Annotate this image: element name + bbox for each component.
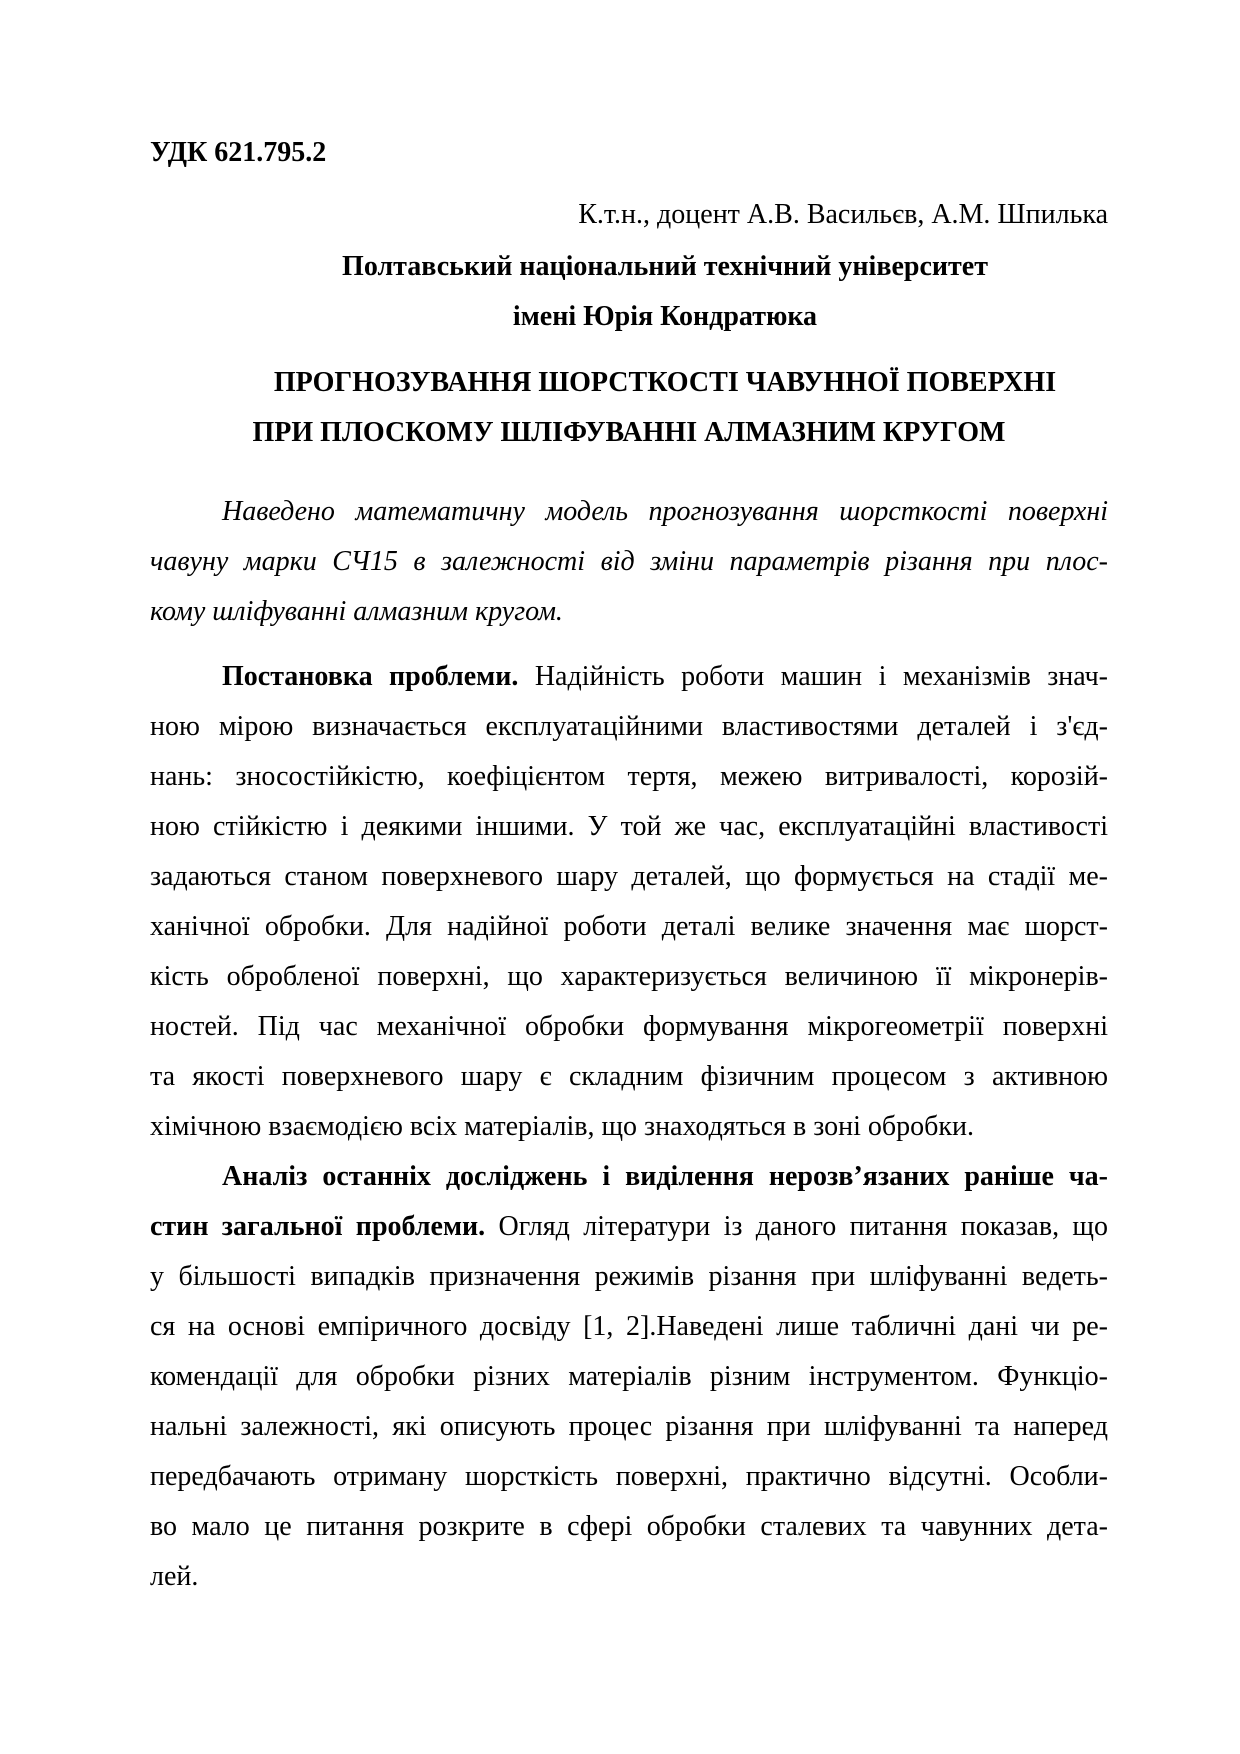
text-line: Полтавський національний технічний університет (342, 251, 988, 282)
text-line: ностей. Під час механічної обробки формування мікрогеометрії поверхні (150, 1011, 1108, 1042)
text-line: Наведено математичну модель прогнозування шорсткості поверхні (222, 496, 1108, 527)
text-line: кість обробленої поверхні, що характеризується величиною її мікронерів- (150, 961, 1108, 992)
paragraph-analysis (150, 1152, 1108, 1602)
text-line: комендації для обробки різних матеріалів різним інструментом. Функціо- (150, 1361, 1108, 1392)
text-line: ною мірою визначається експлуатаційними властивостями деталей і з'єд- (150, 711, 1108, 742)
text-line: кому шліфуванні алмазним кругом. (150, 596, 563, 627)
text-line: нань: зносостійкістю, коефіцієнтом тертя, межею витривалості, корозій- (150, 761, 1108, 792)
text-line: Аналіз останніх досліджень і виділення нерозв’язаних раніше ча- (222, 1161, 1108, 1192)
authors-line: К.т.н., доцент А.В. Васильєв, А.М. Шпилька (578, 199, 1108, 230)
text-line: чавуну марки СЧ15 в залежності від зміни параметрів різання при плос- (150, 546, 1108, 577)
text-line: ПРОГНОЗУВАННЯ ШОРСТКОСТІ ЧАВУННОЇ ПОВЕРХНІ (273, 367, 1057, 398)
text-line: Постановка проблеми. Надійність роботи машин і механізмів знач- (222, 661, 1108, 692)
text-line: задаються станом поверхневого шару деталей, що формується на стадії ме- (150, 861, 1108, 892)
text-line: та якості поверхневого шару є складним фізичним процесом з активною (150, 1061, 1108, 1092)
text-line: ся на основі емпіричного досвіду [1, 2].Наведені лише табличні дані чи ре- (150, 1311, 1108, 1342)
abstract (150, 487, 1108, 637)
text-line: у більшості випадків призначення режимів різання при шліфуванні ведеть- (150, 1261, 1108, 1292)
udc-number: УДК 621.795.2 (150, 137, 327, 168)
text-line: імені Юрія Кондратюка (512, 301, 818, 332)
text-line: ПРИ ПЛОСКОМУ ШЛІФУВАННІ АЛМАЗНИМ КРУГОМ (252, 417, 1006, 448)
text-line: стин загальної проблеми. Огляд літератури із даного питання показав, що (150, 1211, 1108, 1242)
article-title (150, 358, 1108, 458)
university-name (150, 242, 1108, 342)
text-line: нальні залежності, які описують процес різання при шліфуванні та наперед (150, 1411, 1108, 1442)
text-line: лей. (150, 1561, 199, 1592)
text-line: хімічною взаємодією всіх матеріалів, що знаходяться в зоні обробки. (150, 1111, 975, 1142)
text-line: ною стійкістю і деякими іншими. У той же час, експлуатаційні властивості (150, 811, 1108, 842)
text-line: ханічної обробки. Для надійної роботи деталі велике значення має шорст- (150, 911, 1108, 942)
text-line: во мало це питання розкрите в сфері обробки сталевих та чавунних дета- (150, 1511, 1108, 1542)
paragraph-problem-statement (150, 652, 1108, 1152)
text-line: передбачають отриману шорсткість поверхні, практично відсутні. Особли- (150, 1461, 1108, 1492)
